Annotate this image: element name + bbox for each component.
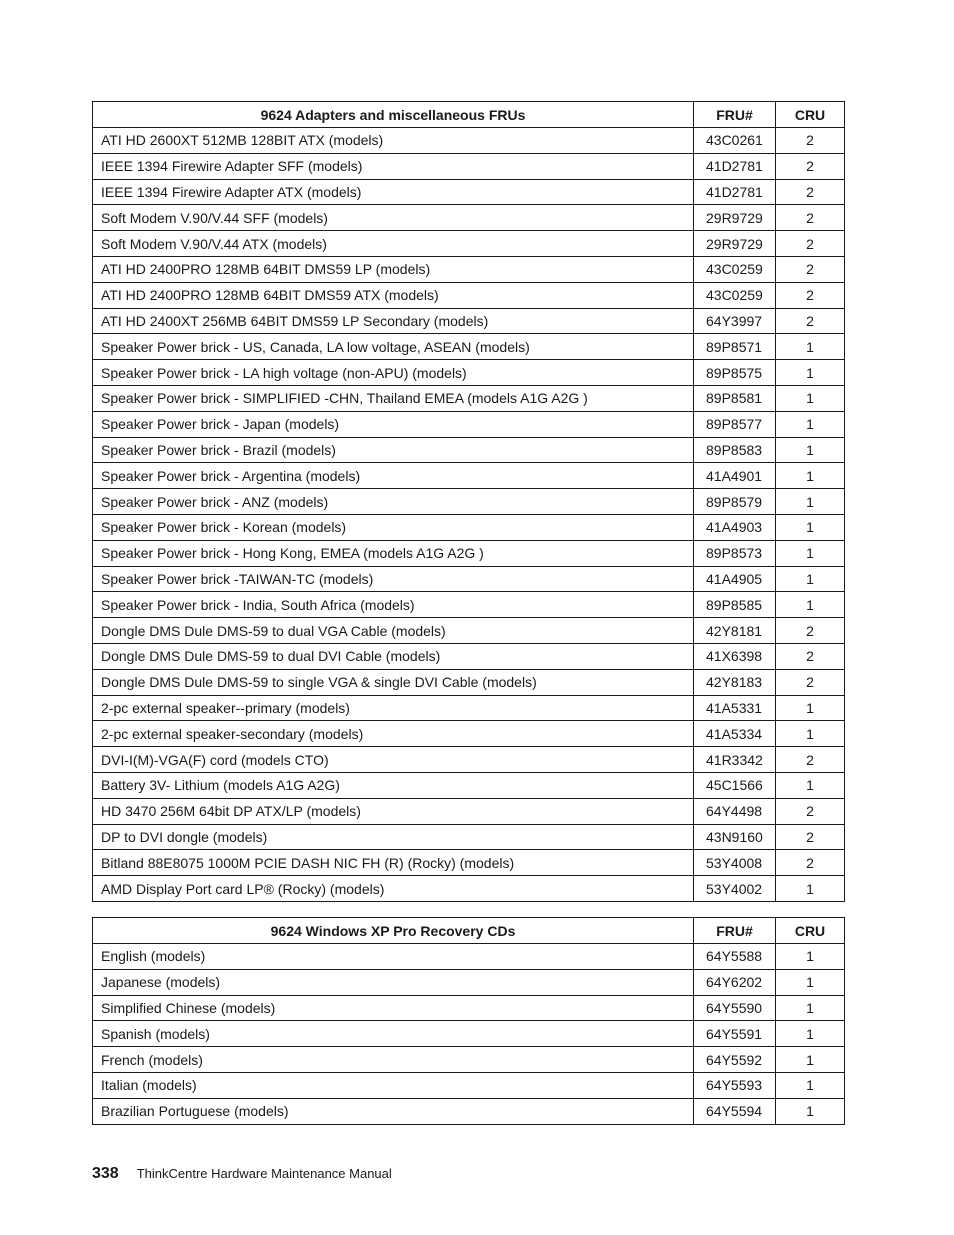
cru-tier-cell: 1 (776, 1098, 845, 1124)
table-row (93, 1072, 845, 1098)
table-row (93, 592, 845, 618)
fru-number-cell: 42Y8183 (694, 669, 776, 695)
table-row (93, 1047, 845, 1073)
cru-tier-cell: 1 (776, 1047, 845, 1073)
fru-number-cell: 89P8585 (694, 592, 776, 618)
fru-number-cell: 53Y4002 (694, 876, 776, 902)
table-row (93, 824, 845, 850)
adapters-table-body (93, 128, 845, 902)
fru-number-cell: 64Y5588 (694, 944, 776, 970)
cru-tier-cell: 2 (776, 308, 845, 334)
fru-number-cell: 89P8573 (694, 540, 776, 566)
table-row (93, 463, 845, 489)
column-header-fru: FRU# (694, 918, 776, 944)
fru-number-cell: 42Y8181 (694, 618, 776, 644)
cru-tier-cell: 1 (776, 566, 845, 592)
fru-number-cell: 41A4903 (694, 514, 776, 540)
cru-tier-cell: 2 (776, 179, 845, 205)
table-row (93, 669, 845, 695)
table-row (93, 566, 845, 592)
part-description-cell: DVI-I(M)-VGA(F) cord (models CTO) (93, 747, 694, 773)
table-row (93, 695, 845, 721)
cru-tier-cell: 2 (776, 618, 845, 644)
fru-number-cell: 64Y5590 (694, 995, 776, 1021)
fru-number-cell: 89P8575 (694, 360, 776, 386)
table-row (93, 256, 845, 282)
cru-tier-cell: 1 (776, 437, 845, 463)
fru-number-cell: 41A5334 (694, 721, 776, 747)
fru-number-cell: 43N9160 (694, 824, 776, 850)
cru-tier-cell: 2 (776, 669, 845, 695)
recovery-cds-fru-table (92, 917, 845, 1125)
table-row (93, 876, 845, 902)
fru-number-cell: 89P8583 (694, 437, 776, 463)
table-row (93, 360, 845, 386)
part-description-cell: Speaker Power brick - ANZ (models) (93, 489, 694, 515)
part-description-cell: DP to DVI dongle (models) (93, 824, 694, 850)
cru-tier-cell: 2 (776, 256, 845, 282)
table-row (93, 128, 845, 154)
part-description-cell: Speaker Power brick -TAIWAN-TC (models) (93, 566, 694, 592)
part-description-cell: HD 3470 256M 64bit DP ATX/LP (models) (93, 798, 694, 824)
fru-number-cell: 89P8571 (694, 334, 776, 360)
adapters-fru-table (92, 101, 845, 902)
cru-tier-cell: 1 (776, 721, 845, 747)
part-description-cell: Soft Modem V.90/V.44 ATX (models) (93, 231, 694, 257)
part-description-cell: Speaker Power brick - Brazil (models) (93, 437, 694, 463)
part-description-cell: Speaker Power brick - SIMPLIFIED -CHN, Thailand EMEA (models A1G A2G ) (93, 385, 694, 411)
part-description-cell: ATI HD 2600XT 512MB 128BIT ATX (models) (93, 128, 694, 154)
fru-number-cell: 64Y6202 (694, 969, 776, 995)
part-description-cell: IEEE 1394 Firewire Adapter ATX (models) (93, 179, 694, 205)
part-description-cell: Battery 3V- Lithium (models A1G A2G) (93, 772, 694, 798)
table-row (93, 385, 845, 411)
cru-tier-cell: 2 (776, 747, 845, 773)
table-row (93, 721, 845, 747)
table-row (93, 995, 845, 1021)
table-row (93, 540, 845, 566)
fru-number-cell: 43C0259 (694, 256, 776, 282)
table-row (93, 437, 845, 463)
table-row (93, 643, 845, 669)
cru-tier-cell: 1 (776, 360, 845, 386)
cru-tier-cell: 1 (776, 695, 845, 721)
cru-tier-cell: 2 (776, 282, 845, 308)
manual-title: ThinkCentre Hardware Maintenance Manual (136, 1166, 392, 1181)
part-description-cell: Bitland 88E8075 1000M PCIE DASH NIC FH (R) (Rocky) (models) (93, 850, 694, 876)
part-description-cell: ATI HD 2400XT 256MB 64BIT DMS59 LP Secondary (models) (93, 308, 694, 334)
table-row (93, 308, 845, 334)
part-description-cell: 2-pc external speaker--primary (models) (93, 695, 694, 721)
part-description-cell: AMD Display Port card LP® (Rocky) (models) (93, 876, 694, 902)
cru-tier-cell: 1 (776, 489, 845, 515)
fru-number-cell: 41X6398 (694, 643, 776, 669)
cru-tier-cell: 1 (776, 463, 845, 489)
cru-tier-cell: 2 (776, 231, 845, 257)
fru-number-cell: 89P8581 (694, 385, 776, 411)
part-description-cell: ATI HD 2400PRO 128MB 64BIT DMS59 LP (models) (93, 256, 694, 282)
fru-number-cell: 64Y5591 (694, 1021, 776, 1047)
cru-tier-cell: 1 (776, 411, 845, 437)
cru-tier-cell: 1 (776, 1021, 845, 1047)
fru-number-cell: 64Y4498 (694, 798, 776, 824)
column-header-cru: CRU (776, 102, 845, 128)
cru-tier-cell: 2 (776, 824, 845, 850)
fru-number-cell: 64Y3997 (694, 308, 776, 334)
part-description-cell: English (models) (93, 944, 694, 970)
table-row (93, 772, 845, 798)
cru-tier-cell: 1 (776, 385, 845, 411)
part-description-cell: Speaker Power brick - India, South Africa (models) (93, 592, 694, 618)
table-row (93, 514, 845, 540)
fru-number-cell: 41A5331 (694, 695, 776, 721)
fru-number-cell: 89P8577 (694, 411, 776, 437)
part-description-cell: Speaker Power brick - Argentina (models) (93, 463, 694, 489)
table-row (93, 969, 845, 995)
column-header-fru: FRU# (694, 102, 776, 128)
table-row (93, 944, 845, 970)
cru-tier-cell: 2 (776, 850, 845, 876)
part-description-cell: ATI HD 2400PRO 128MB 64BIT DMS59 ATX (models) (93, 282, 694, 308)
fru-number-cell: 64Y5593 (694, 1072, 776, 1098)
cru-tier-cell: 1 (776, 944, 845, 970)
table-row (93, 231, 845, 257)
fru-number-cell: 41A4905 (694, 566, 776, 592)
table-row (93, 334, 845, 360)
table-row (93, 1021, 845, 1047)
part-description-cell: Brazilian Portuguese (models) (93, 1098, 694, 1124)
cru-tier-cell: 1 (776, 592, 845, 618)
table-row (93, 489, 845, 515)
fru-number-cell: 89P8579 (694, 489, 776, 515)
part-description-cell: Speaker Power brick - Hong Kong, EMEA (models A1G A2G ) (93, 540, 694, 566)
part-description-cell: Speaker Power brick - US, Canada, LA low voltage, ASEAN (models) (93, 334, 694, 360)
cru-tier-cell: 1 (776, 514, 845, 540)
part-description-cell: IEEE 1394 Firewire Adapter SFF (models) (93, 153, 694, 179)
cru-tier-cell: 1 (776, 1072, 845, 1098)
table-header-row (93, 918, 845, 944)
fru-number-cell: 41A4901 (694, 463, 776, 489)
column-header-cru: CRU (776, 918, 845, 944)
cru-tier-cell: 1 (776, 969, 845, 995)
column-header-description: 9624 Adapters and miscellaneous FRUs (93, 102, 694, 128)
table-row (93, 798, 845, 824)
page-number: 338 (92, 1165, 119, 1182)
page-footer (92, 1165, 392, 1183)
part-description-cell: Spanish (models) (93, 1021, 694, 1047)
fru-number-cell: 43C0261 (694, 128, 776, 154)
table-row (93, 850, 845, 876)
fru-number-cell: 41D2781 (694, 153, 776, 179)
table-row (93, 282, 845, 308)
column-header-description: 9624 Windows XP Pro Recovery CDs (93, 918, 694, 944)
part-description-cell: Japanese (models) (93, 969, 694, 995)
cru-tier-cell: 2 (776, 128, 845, 154)
cru-tier-cell: 2 (776, 153, 845, 179)
part-description-cell: Italian (models) (93, 1072, 694, 1098)
part-description-cell: Soft Modem V.90/V.44 SFF (models) (93, 205, 694, 231)
fru-number-cell: 29R9729 (694, 205, 776, 231)
fru-number-cell: 64Y5592 (694, 1047, 776, 1073)
part-description-cell: Speaker Power brick - Korean (models) (93, 514, 694, 540)
fru-number-cell: 43C0259 (694, 282, 776, 308)
part-description-cell: Simplified Chinese (models) (93, 995, 694, 1021)
table-row (93, 747, 845, 773)
part-description-cell: 2-pc external speaker-secondary (models) (93, 721, 694, 747)
table-row (93, 411, 845, 437)
part-description-cell: Dongle DMS Dule DMS-59 to dual DVI Cable (models) (93, 643, 694, 669)
table-row (93, 179, 845, 205)
cru-tier-cell: 1 (776, 772, 845, 798)
part-description-cell: Dongle DMS Dule DMS-59 to single VGA & single DVI Cable (models) (93, 669, 694, 695)
fru-number-cell: 45C1566 (694, 772, 776, 798)
cru-tier-cell: 1 (776, 876, 845, 902)
part-description-cell: Speaker Power brick - LA high voltage (non-APU) (models) (93, 360, 694, 386)
part-description-cell: Speaker Power brick - Japan (models) (93, 411, 694, 437)
table-row (93, 153, 845, 179)
cru-tier-cell: 1 (776, 540, 845, 566)
cru-tier-cell: 1 (776, 995, 845, 1021)
cru-tier-cell: 2 (776, 643, 845, 669)
cru-tier-cell: 1 (776, 334, 845, 360)
fru-number-cell: 53Y4008 (694, 850, 776, 876)
recovery-cds-table-body (93, 944, 845, 1125)
part-description-cell: Dongle DMS Dule DMS-59 to dual VGA Cable (models) (93, 618, 694, 644)
table-row (93, 618, 845, 644)
cru-tier-cell: 2 (776, 205, 845, 231)
cru-tier-cell: 2 (776, 798, 845, 824)
part-description-cell: French (models) (93, 1047, 694, 1073)
fru-number-cell: 41D2781 (694, 179, 776, 205)
table-row (93, 205, 845, 231)
table-row (93, 1098, 845, 1124)
table-header-row (93, 102, 845, 128)
fru-number-cell: 41R3342 (694, 747, 776, 773)
fru-number-cell: 64Y5594 (694, 1098, 776, 1124)
fru-number-cell: 29R9729 (694, 231, 776, 257)
